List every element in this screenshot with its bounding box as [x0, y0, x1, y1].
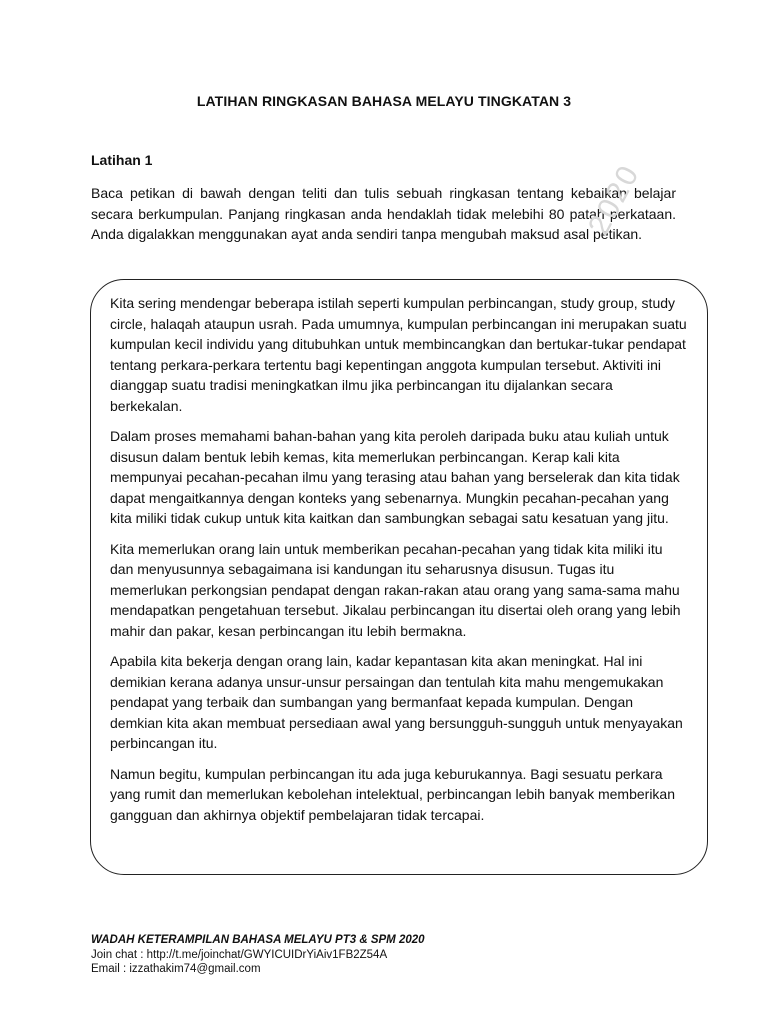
- footer: [91, 934, 425, 976]
- section-heading: Latihan 1: [91, 152, 153, 168]
- passage-paragraph-2: Dalam proses memahami bahan-bahan yang kita peroleh daripada buku atau kuliah untuk disusun dalam bentuk lebih kemas, kita memerlukan perbincangan. Kerap kali kita mempunyai pecahan-pecahan ilmu yang terasing atau bahan yang berselerak dan kita tidak dapat mengaitkannya dengan konteks yang sebenarnya. Mungkin pecahan-pecahan yang kita miliki tidak cukup untuk kita kaitkan dan sambungkan sebagai satu kesatuan yang jitu.: [110, 428, 680, 526]
- passage-paragraph-4: Apabila kita bekerja dengan orang lain, kadar kepantasan kita akan meningkat. Hal ini demikian kerana adanya unsur-unsur persaingan dan tentulah kita mahu mengemukakan pendapat yang terbaik dan sumbangan yang bermanfaat kepada kumpulan. Dengan demkian kita akan membuat persediaan awal yang bersungguh-sungguh untuk menyayakan perbincangan itu.: [110, 653, 683, 751]
- footer-join-chat-link[interactable]: Join chat : http://t.me/joinchat/GWYICUIDrYiAiv1FB2Z54A: [91, 949, 388, 961]
- passage-paragraph-1: Kita sering mendengar beberapa istilah seperti kumpulan perbincangan, study group, study circle, halaqah ataupun usrah. Pada umumnya, kumpulan perbincangan ini merupakan suatu kumpulan kecil individu yang ditubuhkan untuk membincangkan dan bertukar-tukar pendapat tentang perkara-perkara tertentu bagi kepentingan anggota kumpulan tersebut. Aktiviti ini dianggap suatu tradisi meningkatkan ilmu jika perbincangan itu dijalankan secara berkekalan.: [110, 295, 687, 414]
- passage-paragraph-5: Namun begitu, kumpulan perbincangan itu ada juga keburukannya. Bagi sesuatu perkara yang rumit dan memerlukan kebolehan intelektual, perbincangan lebih banyak memberikan gangguan dan akhirnya objektif pembelajaran tidak tercapai.: [110, 765, 676, 823]
- passage-box: [90, 279, 708, 875]
- footer-email[interactable]: Email : izzathakim74@gmail.com: [91, 963, 261, 975]
- footer-title: WADAH KETERAMPILAN BAHASA MELAYU PT3 & SPM 2020: [91, 934, 425, 946]
- passage-paragraph-3: Kita memerlukan orang lain untuk memberikan pecahan-pecahan yang tidak kita miliki itu dan menyusunnya sebagaimana isi kandungan itu seharusnya disusun. Tugas itu memerlukan perkongsian pendapat dengan rakan-rakan atau orang yang sama-sama mahu mendapatkan pengetahuan tersebut. Jikalau perbincangan itu disertai oleh orang yang lebih mahir dan pakar, kesan perbincangan itu lebih bermakna.: [110, 540, 681, 639]
- page-title: LATIHAN RINGKASAN BAHASA MELAYU TINGKATAN 3: [196, 93, 572, 109]
- watermark: 2020: [582, 158, 647, 241]
- instruction-text: Baca petikan di bawah dengan teliti dan tulis sebuah ringkasan tentang kebaikan belajar secara berkumpulan. Panjang ringkasan anda hendaklah tidak melebihi 80 patah perkataan. Anda digalakkan menggunakan ayat anda sendiri tanpa mengubah maksud asal petikan.: [91, 185, 676, 242]
